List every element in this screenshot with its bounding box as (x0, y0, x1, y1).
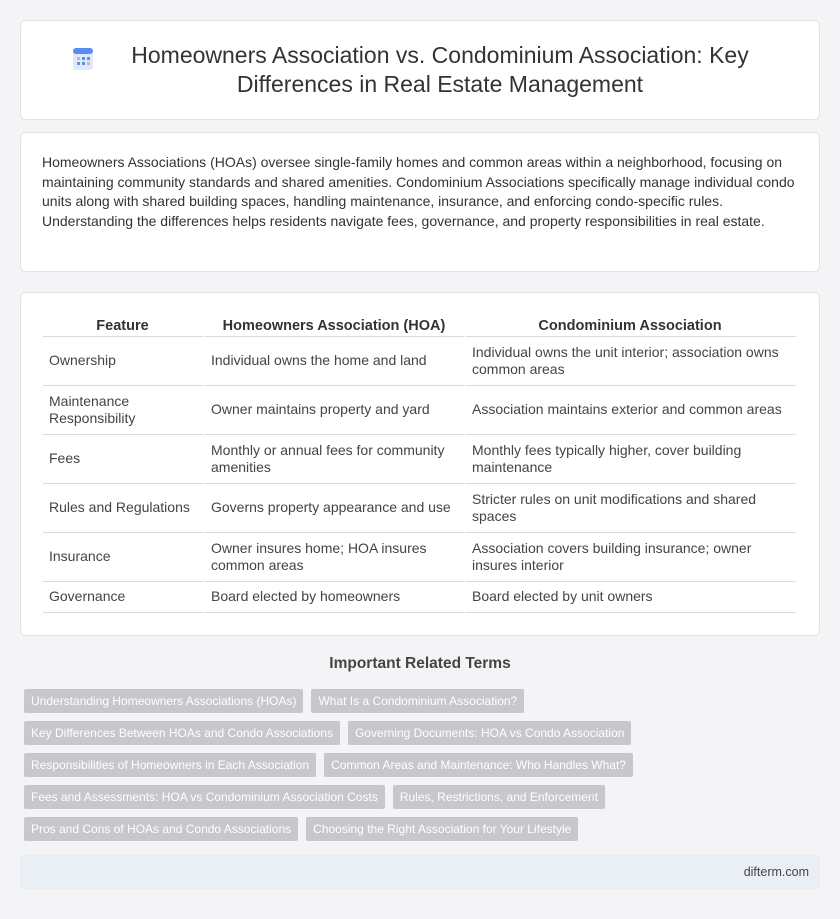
table-cell-feature: Maintenance Responsibility (43, 386, 205, 435)
table-cell-condo: Monthly fees typically higher, cover building maintenance (466, 435, 797, 484)
table-row (43, 484, 797, 533)
tag-row (24, 753, 816, 777)
related-term-tag[interactable]: Key Differences Between HOAs and Condo Associations (24, 721, 340, 745)
related-term-tag[interactable]: Governing Documents: HOA vs Condo Association (348, 721, 631, 745)
column-header-hoa: Homeowners Association (HOA) (205, 315, 466, 337)
intro-card (20, 132, 820, 272)
related-terms-title: Important Related Terms (329, 655, 511, 672)
intro-paragraph: Homeowners Associations (HOAs) oversee single-family homes and common areas within a neighborhood, focusing on maintaining community standards and shared amenities. Condominium Associations specifically manage individual condo units along with shared building spaces, handling maintenance, insurance, and enforcing condo-specific rules. Understanding the differences helps residents navigate fees, governance, and property responsibilities in real estate. (42, 154, 795, 229)
table-header-row (43, 315, 797, 337)
related-term-tag[interactable]: Responsibilities of Homeowners in Each Association (24, 753, 316, 777)
related-term-tag[interactable]: Common Areas and Maintenance: Who Handles What? (324, 753, 633, 777)
column-header-condo: Condominium Association (466, 315, 797, 337)
table-cell-condo: Board elected by unit owners (466, 582, 797, 613)
related-term-tag[interactable]: Fees and Assessments: HOA vs Condominium Association Costs (24, 785, 385, 809)
header-inner (60, 41, 780, 99)
related-term-tag[interactable]: Rules, Restrictions, and Enforcement (393, 785, 605, 809)
tag-row (24, 817, 816, 841)
header-card (20, 20, 820, 120)
table-cell-condo: Individual owns the unit interior; association owns common areas (466, 337, 797, 386)
table-cell-hoa: Board elected by homeowners (205, 582, 466, 613)
related-term-tag[interactable]: Choosing the Right Association for Your Lifestyle (306, 817, 578, 841)
footer-brand[interactable]: difterm.com (743, 865, 809, 879)
table-row (43, 337, 797, 386)
document-icon (70, 46, 96, 72)
table-cell-hoa: Governs property appearance and use (205, 484, 466, 533)
tag-row (24, 785, 816, 809)
footer (20, 855, 820, 889)
table-cell-hoa: Owner insures home; HOA insures common areas (205, 533, 466, 582)
table-cell-condo: Association covers building insurance; owner insures interior (466, 533, 797, 582)
table-row (43, 386, 797, 435)
comparison-table-card (20, 292, 820, 636)
related-term-tag[interactable]: Pros and Cons of HOAs and Condo Associations (24, 817, 298, 841)
tag-row (24, 721, 816, 745)
related-terms-list (24, 689, 816, 849)
table-cell-feature: Fees (43, 435, 205, 484)
table-cell-condo: Stricter rules on unit modifications and shared spaces (466, 484, 797, 533)
table-cell-feature: Ownership (43, 337, 205, 386)
table-cell-hoa: Monthly or annual fees for community amenities (205, 435, 466, 484)
tag-row (24, 689, 816, 713)
page-title: Homeowners Association vs. Condominium Association: Key Differences in Real Estate Management (131, 42, 749, 97)
table-cell-hoa: Individual owns the home and land (205, 337, 466, 386)
table-row (43, 582, 797, 613)
table-cell-hoa: Owner maintains property and yard (205, 386, 466, 435)
table-row (43, 435, 797, 484)
table-cell-feature: Rules and Regulations (43, 484, 205, 533)
table-cell-condo: Association maintains exterior and common areas (466, 386, 797, 435)
table-row (43, 533, 797, 582)
table-cell-feature: Governance (43, 582, 205, 613)
related-term-tag[interactable]: Understanding Homeowners Associations (HOAs) (24, 689, 303, 713)
table-cell-feature: Insurance (43, 533, 205, 582)
comparison-table (43, 315, 797, 613)
related-term-tag[interactable]: What Is a Condominium Association? (311, 689, 524, 713)
column-header-feature: Feature (43, 315, 205, 337)
